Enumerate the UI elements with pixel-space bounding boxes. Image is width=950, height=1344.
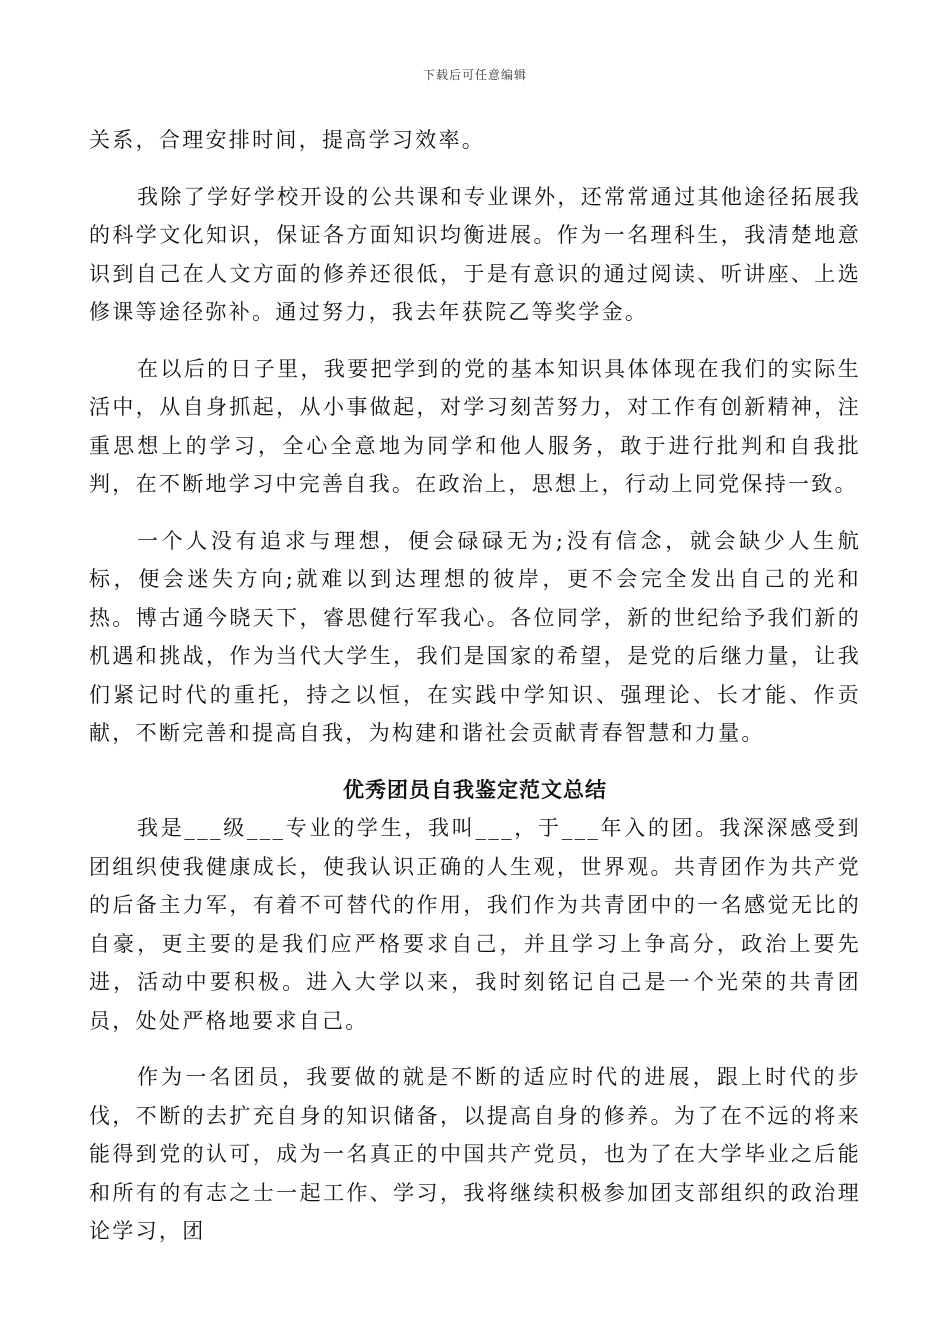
document-body bbox=[89, 121, 861, 1251]
section-paragraph: 我是___级___专业的学生，我叫___，于___年入的团。我深深感受到团组织使我健康成长，使我认识正确的人生观，世界观。共青团作为共产党的后备主力军，有着不可替代的作用，我们作为共青团中的一名感觉无比的自豪，更主要的是我们应严格要求自己，并且学习上争高分，政治上要先进，活动中要积极。进入大学以来，我时刻铭记自己是一个光荣的共青团员，处处严格地要求自己。 bbox=[89, 816, 861, 1033]
page-header-note: 下载后可任意编辑 bbox=[422, 68, 527, 82]
body-paragraph: 一个人没有追求与理想，便会碌碌无为;没有信念，就会缺少人生航标，便会迷失方向;就难以到达理想的彼岸，更不会完全发出自己的光和热。博古通今晓天下，睿思健行军我心。各位同学，新的世纪给予我们新的机遇和挑战，作为当代大学生，我们是国家的希望，是党的后继力量，让我们紧记时代的重托，持之以恒，在实践中学知识、强理论、长才能、作贡献，不断完善和提高自我，为构建和谐社会贡献青春智慧和力量。 bbox=[89, 528, 861, 745]
section-title: 优秀团员自我鉴定范文总结 bbox=[343, 776, 607, 802]
continued-paragraph: 关系，合理安排时间，提高学习效率。 bbox=[89, 128, 486, 152]
section-paragraph: 作为一名团员，我要做的就是不断的适应时代的进展，跟上时代的步伐，不断的去扩充自身的知识储备，以提高自身的修养。为了在不远的将来能得到党的认可，成为一名真正的中国共产党员，也为了在大学毕业之后能和所有的有志之士一起工作、学习，我将继续积极参加团支部组织的政治理论学习，团 bbox=[89, 1065, 861, 1243]
body-paragraph: 我除了学好学校开设的公共课和专业课外，还常常通过其他途径拓展我的科学文化知识，保证各方面知识均衡进展。作为一名理科生，我清楚地意识到自己在人文方面的修养还很低，于是有意识的通过阅读、听讲座、上选修课等途径弥补。通过努力，我去年获院乙等奖学金。 bbox=[89, 184, 861, 324]
body-paragraph: 在以后的日子里，我要把学到的党的基本知识具体体现在我们的实际生活中，从自身抓起，从小事做起，对学习刻苦努力，对工作有创新精神，注重思想上的学习，全心全意地为同学和他人服务，敢于进行批判和自我批判，在不断地学习中完善自我。在政治上，思想上，行动上同党保持一致。 bbox=[89, 356, 861, 496]
